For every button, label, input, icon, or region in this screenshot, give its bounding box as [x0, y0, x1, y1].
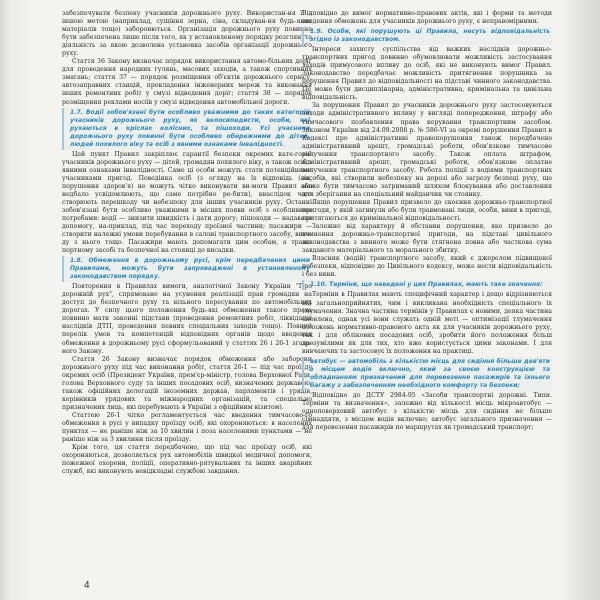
paragraph: Залежно від характеру й обставин порушення, яке призвело до вчинення дорожньо-транспортної пригоди, на підставі цивільного законодавства з винного може бути стягнена повна або часткова сума завданого матеріального та морального збитку. — [302, 223, 552, 255]
term-definition-bus: автобус — автомобіль з кількістю місць для сидіння більше дев'яти з місцем водія включно, який за своєю конструкцією та обладнанням призначений для перевезення пасажирів та їхнього багажу з забезпеченням необхідного комфорту та безпеки; — [302, 357, 552, 391]
paragraph: Стаття 26 Закону визначає порядок обмеження або заборони дорожнього руху під час виконання робіт, стаття 26-1 — під час проїзду окремих осіб (Президент України, прем'єр-міністр, голова Верховної Ради, голова Верховного суду та інших посадових осіб, визначених державою, також офіційних делегацій іноземних держав, парламентів і урядів, керівників урядових та міжнародних організацій, та спеціально призначених лиць, які перебувають в Україні з офіційним візитом). — [62, 355, 312, 411]
paragraph: Терміни в Правилах мають специфічний характер і дещо відрізняються від загальноприйнятих, чим і викликана необхідність спеціального їх тлумачення. Значна частина термінів у Правилах є новими, деяка частина оновлена, однак усі вони служать одній меті — оптимізації тлумачення положень нормативно-правового акта як для учасників дорожнього руху, так і для облікових посадових осіб, зробити його положення більш зрозумілими як для тих, хто вже користується цими законами. І для вивчаючих та застосовує їх положення на практиці. — [302, 291, 552, 355]
paragraph: Повторення в Правилах вимоги, аналогічної Закону України "Про дорожній рух", спрямоване на усунення реалізації прав громадян на доступ до безпечного руху та вільного пересування по автомобільних дорогах. У силу цього положення будь-які обмеження такого права повинно мати законні підстави (проведення ремонтних робіт, ліквідація наслідків ДТП, проведення певних спеціальних заходів тощо). Повний перелік умов та компетенцій відповідних органів щодо введення обмеження в дорожньому русі сформульований у статтях 26 і 26-1 згада-ного Закону. — [62, 283, 312, 355]
paragraph: Інтереси захисту суспільства від важких наслідків дорожньо-транспортних пригод повинно обумовлювати можливість застосування заходів примусового впливу до осіб, які не виконують вимог Правил. Законодавство передбачає можливість притягнення порушника за порушення Правил до відповідальності на підставі чинного законодавства. Це може бути дисциплінарна, адміністративна, кримінальна та цивільна відповідальність. — [302, 46, 552, 102]
paragraph: Цей пункт Правил закріплює гарантії безпеки окремих кате-горій учасників дорожнього руху — дітей, громадян похилого віку, а також осіб з явними ознаками інвалідності. Саме ці особи можуть стати потенційними учасниками пригод. Поведінка осіб (з огляду на їх відповідь (вік, порушення здоров'я) не можуть чітко виконувати ви-моги Правил або недбало усвідомлюють, що саме потрібно ро-бити), внаслідок чого створюють перешкоду чи небезпеку для інших учасників руху. Останні зобов'язані бути особливо уважними в місцях появи осіб з особливими потребами: водії — знизити швидкість і дати дорогу; пішоходи — надавати допомогу, на-приклад, під час переходу проїзної частини; пасажири — створити належні умови перебування в салоні транспортного засобу, вихо-ду з нього тощо. Пасажири мають допомагати цим особам, а транс-портному засобі та безпечної на стоянці до висадки. — [62, 150, 312, 255]
rule-callout-1-10: 1.10. Терміни, що наведені у цих Правилах, мають таке значення: — [302, 280, 552, 290]
paragraph: Крім того, ця стаття передбачено, що під час проїзду осіб, які охороняються, дозволяється рух автомобілів швидкої медичної допомоги, пожежної охорони, поліції, оперативно-рятувальних та інших аварійних служб, які виконують невідкладні службові завдання. — [62, 444, 312, 476]
rule-callout-1-9: 1.9. Особи, які порушують ці Правила, несуть відповідальність згідно із законодавством. — [302, 27, 552, 45]
right-column — [302, 10, 552, 432]
paragraph: Відповідно до ДСТУ 2984-95 «Засоби транспортні дорожні. Типи. Терміни та визначення», залежно від кількості місць мікроавтобус — одноповерховий автобус з кількістю місць для сидіння не більше сімнадцяти, з місцем водія включно; автобус загального призначення — для перевезення пасажирів по маршрутах як громадський транспорт; — [302, 391, 552, 432]
left-column — [62, 10, 312, 476]
paragraph: Стаття 36 Закону визначає порядок використання автомо-більних доріг для проведення народних гулянь, масових заходів, а також спортивних змагань; стаття 37 — порядок розміщення об'єктів дорожнього сервісу, автозаправних станцій, прокладення інженерних мереж та виконання інших ремонтних робіт у смузі відведення доріг; стаття 38 — порядок розміщення реклами носіїв у смузі відведення автомобільної дороги. — [62, 58, 312, 106]
paragraph: Власник (водій) транспортного засобу, який є джерелом підвищеної небезпеки, відповідно до Цивільного кодексу, може нести відповідальність і без вини. — [302, 255, 552, 279]
page-number: 4 — [84, 580, 90, 591]
paragraph: За порушення Правил до учасників дорожнього руху застосовуються заходи адміністративного впливу у вигляді попередження, штрафу або тимчасового позбавлення права керування транспортним засобом. Законом України від 24.09.2008 р. № 586-VI за окремі порушення Правил в Кодексі про адміністративні правопорушення також передбачено адміністративний арешт, громадські роботи, обов'язкове тимчасове вилучення транспортного засобу. Також оплата штрафом, адміністративний арешт, громадські роботи, обов'язкове оплатне вилучення транспортного засобу. Робота поліції з водіями транспортних засобів, які створили небезпеку на дорозі або загрозу безпеці руху, що може бути тимчасово затриманий шляхом блокування або доставлення для зберігання на спеціальний майданчик чи стоянку. — [302, 102, 552, 198]
paragraph: забезпечувати безпеку учасників дорожнього руху. Використан-ня її з іншою метою (наприклад, сушіння зерна, сіна, складуван-ня будь-яких матеріалів тощо) заборонються. Організація дорожнього руху повинна бути забезпечена лише після того, як у встановленому порядку розглянута діяльність за якою дозволена установка засобів організації дорожнього руху. — [62, 10, 312, 58]
paragraph: Статтею 26-1 чітко регламентується час введення тимчасово-го обмеження в русі у випадку проїзду осіб, які охороняються: в населених пунктах — не раніше ніж за 10 хвилин і поза населеними пунктами — не раніше ніж за 3 хвилини після проїзду. — [62, 411, 312, 444]
rule-callout-1-8: 1.8. Обмеження в дорожньому русі, крім передбачених цими Правилами, можуть бути запроваджені в установленому законодавством порядку. — [62, 256, 312, 282]
rule-callout-1-7: 1.7. Водії зобов'язані бути особливо уважними до таких категорій учасників дорожнього руху, як велосипедисти, особи, які рухаються в кріслах колісних, та пішоходи. Усі учасники дорожнього руху повинні бути особливо обережними до дітей, людей похилого віку та осіб з явними ознаками інвалідності. — [62, 108, 312, 150]
paragraph: Відповідно до вимог нормативно-правових актів, які і форми та методи введення обмежень для учасників дорожнього руху, є неправомірними. — [302, 10, 552, 26]
paragraph: Якщо порушення Правил призвело до скоєння дорожньо-транспортної пригоди, у якій загинули або були травмовані люди, особи, вини в пригоді, притягаються до кримінальної відповідальності. — [302, 198, 552, 223]
page-edge-shadow — [560, 0, 600, 600]
